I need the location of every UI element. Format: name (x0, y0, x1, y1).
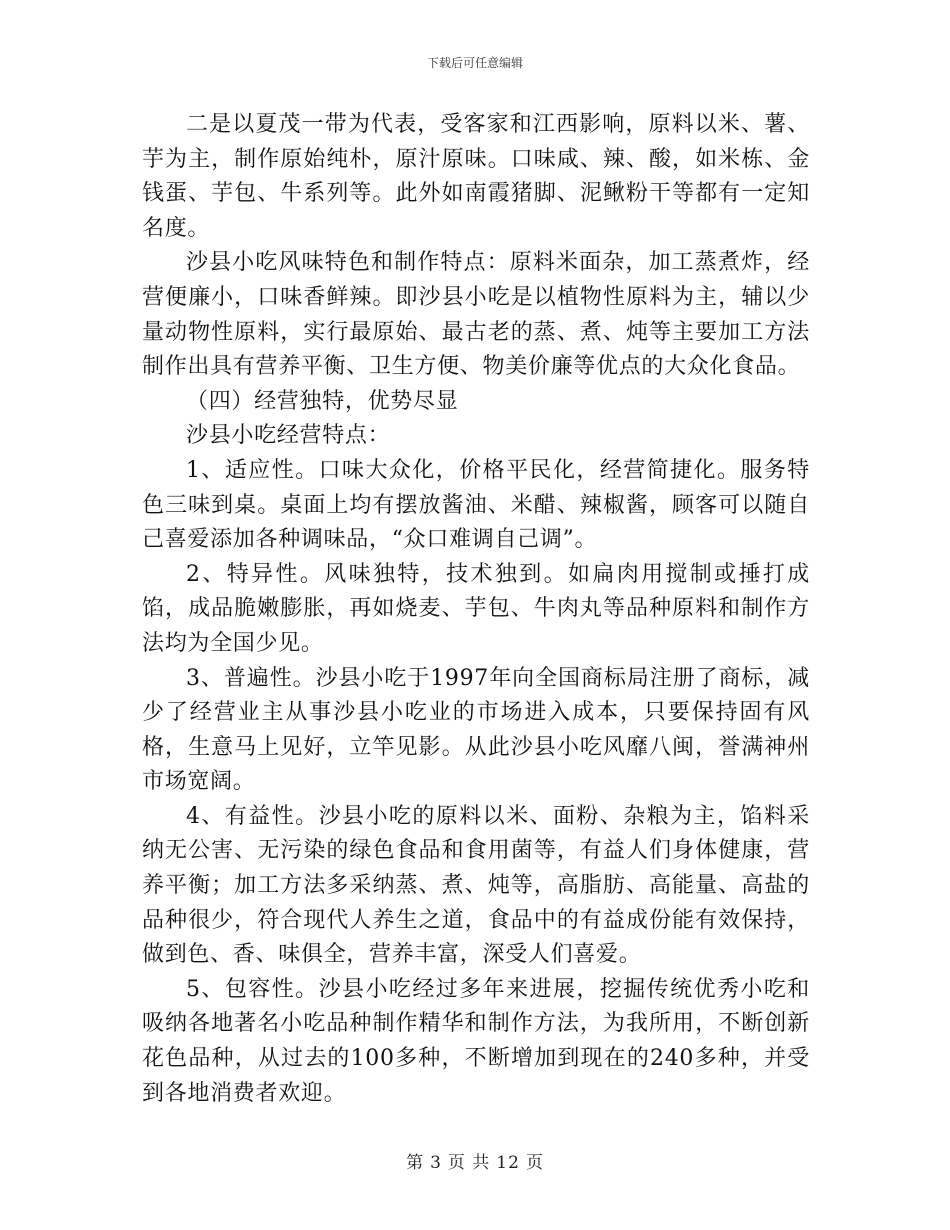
list-item-5: 5、包容性。沙县小吃经过多年来进展，挖掘传统优秀小吃和吸纳各地著名小吃品种制作精华和制作方法，为我所用，不断创新花色品种，从过去的100多种，不断增加到现在的240多种，并受到各地消费者欢迎。 (142, 976, 810, 1106)
page-header: 下载后可任意编辑 (426, 56, 523, 70)
paragraph-2: 沙县小吃风味特色和制作特点：原料米面杂，加工蒸煮炸，经营便廉小，口味香鲜辣。即沙县小吃是以植物性原料为主，辅以少量动物性原料，实行最原始、最古老的蒸、煮、炖等主要加工方法制作出具有营养平衡、卫生方便、物美价廉等优点的大众化食品。 (142, 250, 810, 380)
document-body (142, 108, 810, 1111)
list-item-4: 4、有益性。沙县小吃的原料以米、面粉、杂粮为主，馅料采纳无公害、无污染的绿色食品和食用菌等，有益人们身体健康，营养平衡；加工方法多采纳蒸、煮、炖等，高脂肪、高能量、高盐的品种很少，符合现代人养生之道，食品中的有益成份能有效保持，做到色、香、味俱全，营养丰富，深受人们喜爱。 (142, 803, 810, 968)
footer-page-number: 3 (430, 1153, 442, 1173)
footer-middle: 页 共 (447, 1153, 491, 1173)
list-item-2: 2、特异性。风味独特，技术独到。如扁肉用搅制或捶打成馅，成品脆嫩膨胀，再如烧麦、芋包、牛肉丸等品种原料和制作方法均为全国少见。 (142, 561, 810, 656)
footer-total-pages: 12 (496, 1153, 520, 1173)
list-item-3: 3、普遍性。沙县小吃于1997年向全国商标局注册了商标，减少了经营业主从事沙县小吃业的市场进入成本，只要保持固有风格，生意马上见好，立竿见影。从此沙县小吃风靡八闽，誉满神州市场宽阔。 (142, 665, 810, 795)
paragraph-1: 二是以夏茂一带为代表，受客家和江西影响，原料以米、薯、芋为主，制作原始纯朴，原汁原味。口味咸、辣、酸，如米栋、金钱蛋、芋包、牛系列等。此外如南霞猪脚、泥鳅粉干等都有一定知名度。 (142, 112, 810, 241)
list-item-1: 1、适应性。口味大众化，价格平民化，经营简捷化。服务特色三味到桌。桌面上均有摆放酱油、米醋、辣椒酱，顾客可以随自己喜爱添加各种调味品，“众口难调自己调”。 (142, 457, 810, 553)
page-footer (0, 1148, 950, 1173)
footer-suffix: 页 (525, 1153, 544, 1173)
section-heading: （四）经营独特，优势尽显 (186, 388, 459, 414)
footer-prefix: 第 (406, 1153, 425, 1173)
paragraph-3: 沙县小吃经营特点： (186, 423, 391, 449)
